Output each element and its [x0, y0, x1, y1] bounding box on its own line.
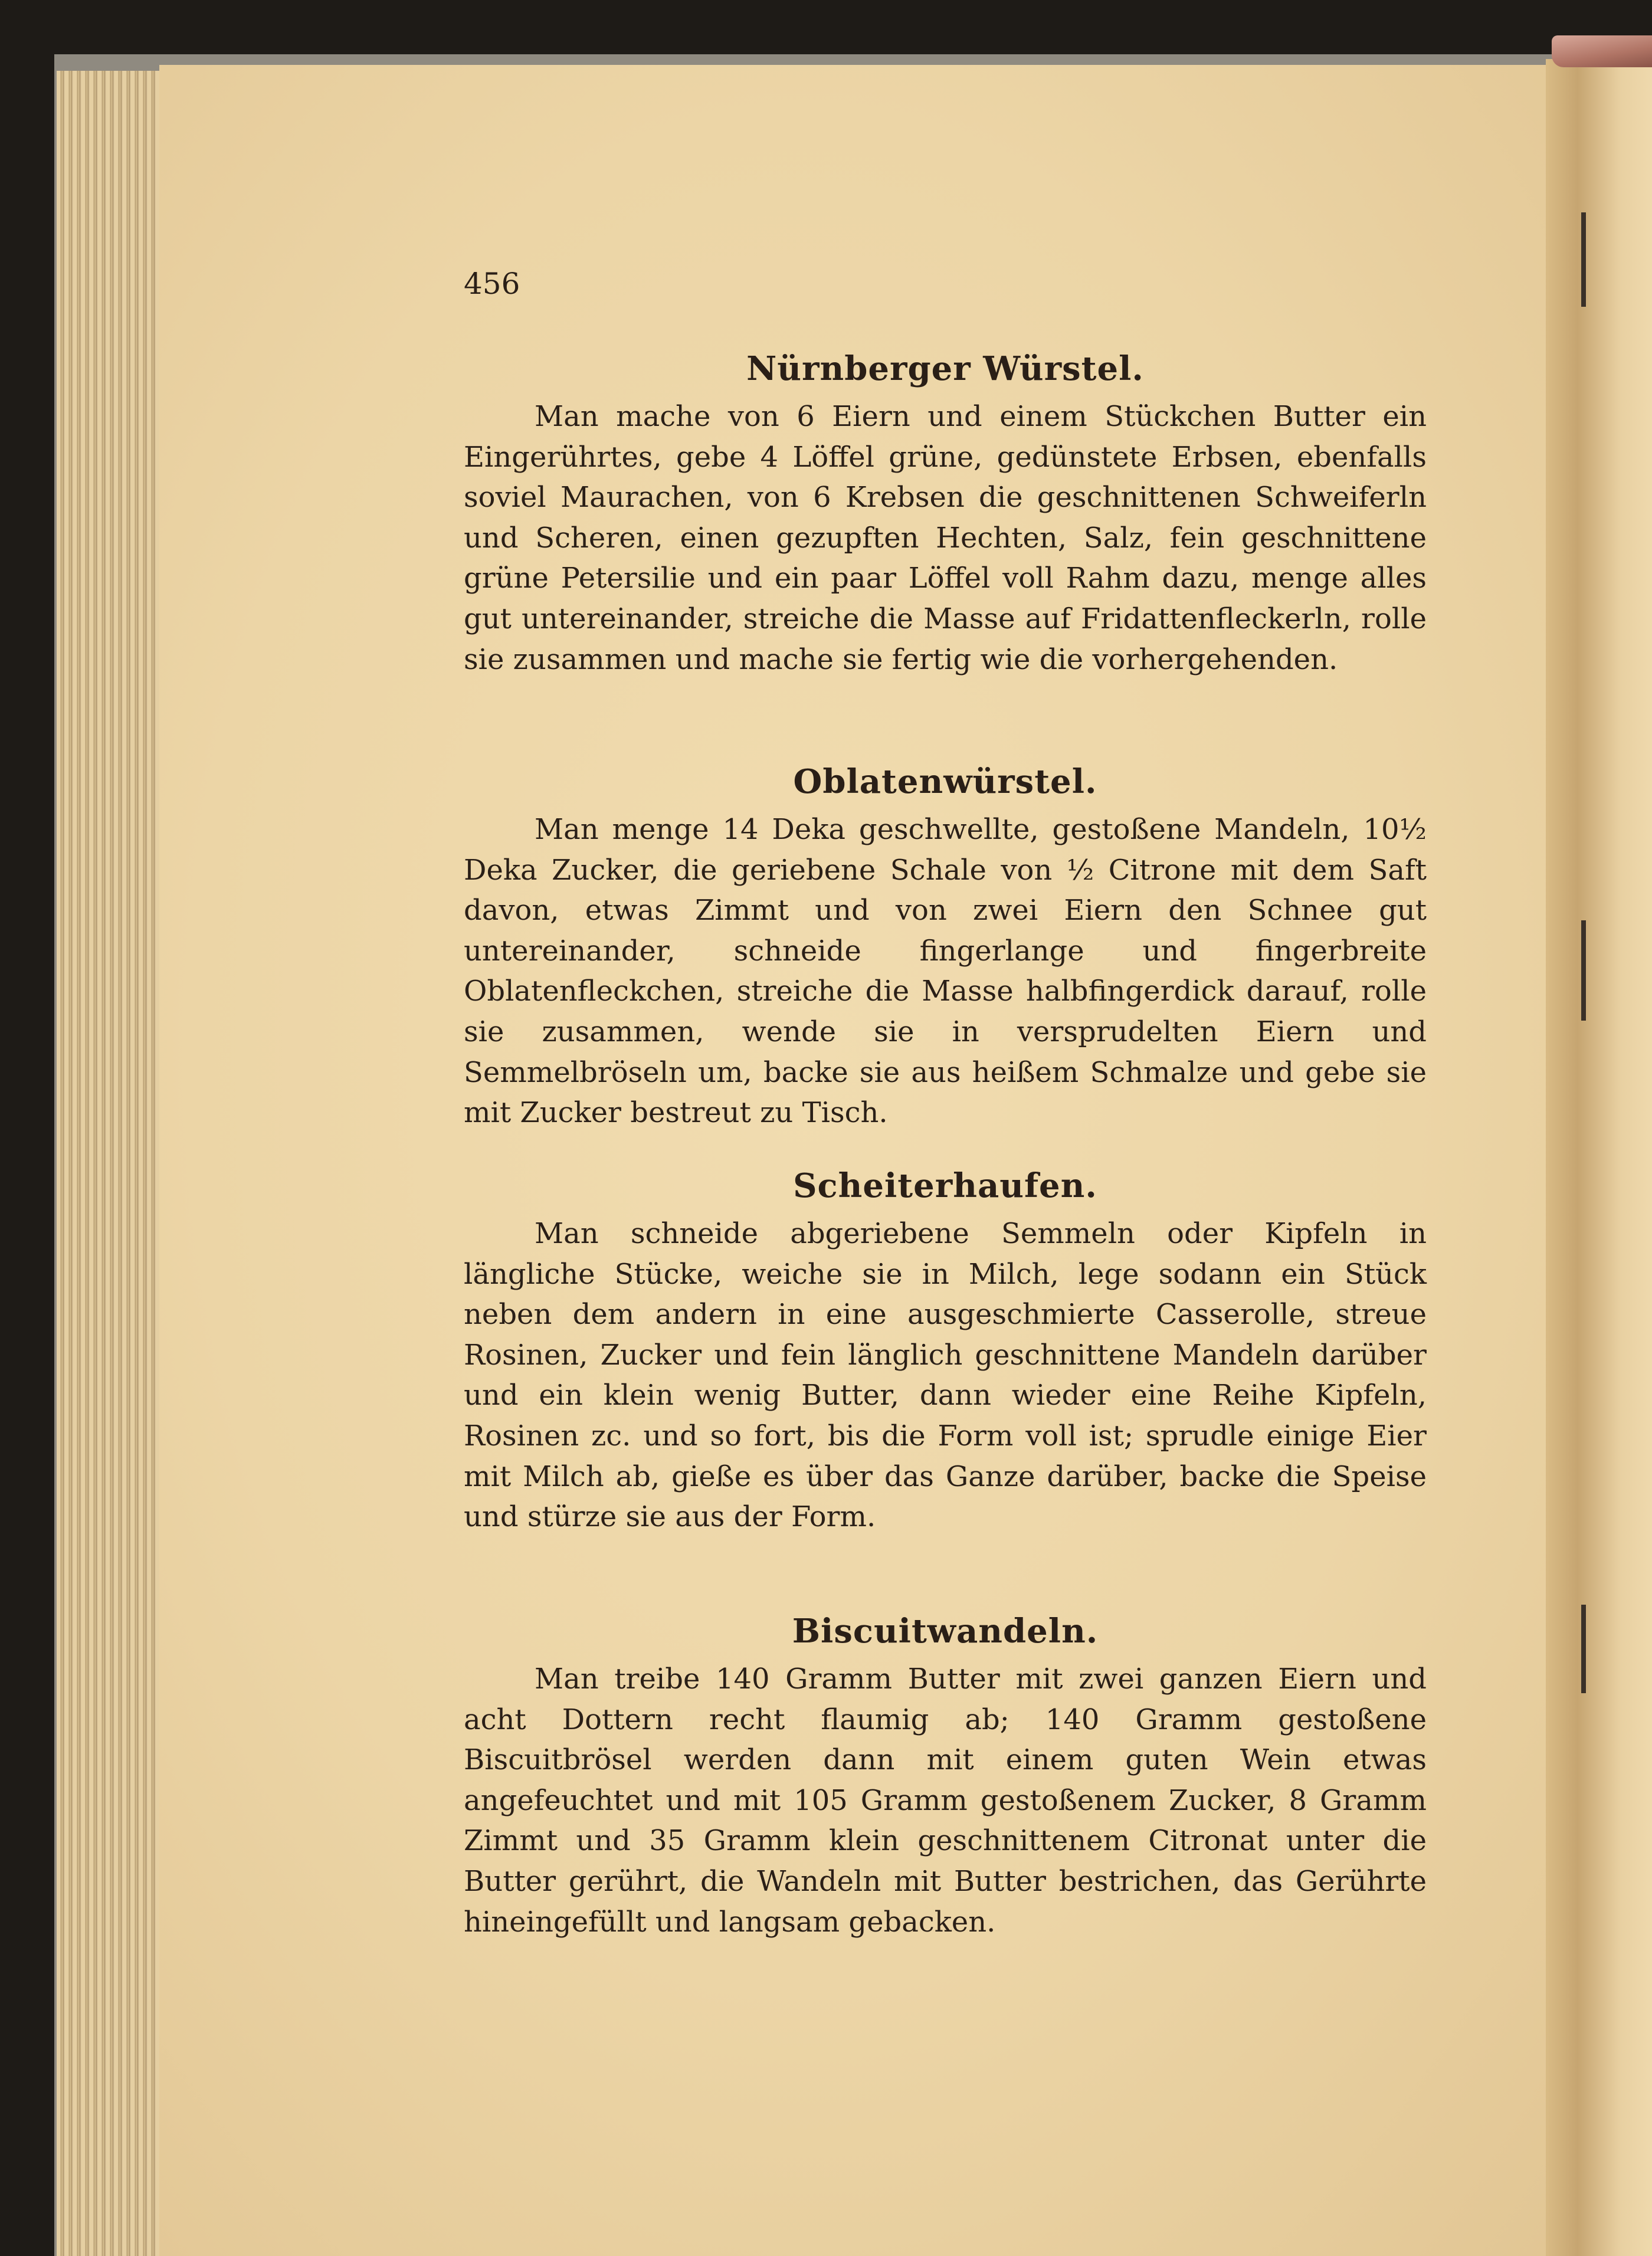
recipe-text: Man treibe 140 Gramm Butter mit zwei ganzen Eiern und acht Dottern recht flaumig ab; 140 Gramm gestoßene Biscuitbrösel werden dann mit einem guten Wein etwas angefeuchtet und mit 105 Gramm gestoßenem Zucker, 8 Gramm Zimmt und 35 Gramm klein geschnittenem Citronat unter die Butter gerührt, die Wandeln mit Butter bestrichen, das Gerührte hineingefüllt und langsam gebacken.	[464, 1663, 1427, 1939]
gutter-shadow	[1581, 920, 1586, 1021]
recipe-title: Nürnberger Würstel.	[746, 349, 1144, 388]
recipe-nuernberger-wuerstel	[464, 348, 1427, 680]
recipe-text: Man menge 14 Deka geschwellte, gestoßene Mandeln, 10½ Deka Zucker, die geriebene Schale von ½ Citrone mit dem Saft davon, etwas Zimmt und von zwei Eiern den Schnee gut untereinander, schneide fingerlange und fingerbreite Oblatenfleckchen, streiche die Masse halbfingerdick darauf, rolle sie zusammen, wende sie in versprudelten Eiern und Semmelbröseln um, backe sie aus heißem Schmalze und gebe sie mit Zucker bestreut zu Tisch.	[464, 813, 1427, 1130]
recipe-title: Oblatenwürstel.	[793, 762, 1097, 801]
gutter-shadow	[1581, 212, 1586, 307]
book-gutter	[1546, 59, 1652, 2256]
recipe-title: Scheiterhaufen.	[793, 1166, 1097, 1205]
recipe-text: Man mache von 6 Eiern und einem Stückchen Butter ein Eingerührtes, gebe 4 Löffel grüne, gedünstete Erbsen, ebenfalls soviel Maurachen, von 6 Krebsen die geschnittenen Schweiferln und Scheren, einen gezupften Hechten, Salz, fein geschnittene grüne Petersilie und ein paar Löffel voll Rahm dazu, menge alles gut untereinander, streiche die Masse auf Fridattenfleckerln, rolle sie zusammen und mache sie fertig wie die vorhergehenden.	[464, 400, 1427, 676]
page-number: 456	[464, 267, 520, 301]
recipe-text: Man schneide abgeriebene Semmeln oder Kipfeln in längliche Stücke, weiche sie in Milch, lege sodann ein Stück neben dem andern in eine ausgeschmierte Casserolle, streue Rosinen, Zucker und fein länglich geschnittene Mandeln darüber und ein klein wenig Butter, dann wieder eine Reihe Kipfeln, Rosinen zc. und so fort, bis die Form voll ist; sprudle einige Eier mit Milch ab, gieße es über das Ganze darüber, backe die Speise und stürze sie aus der Form.	[464, 1217, 1427, 1534]
bookmark-ribbon	[1552, 35, 1652, 67]
recipe-title: Biscuitwandeln.	[792, 1612, 1099, 1651]
recipe-oblatenwuerstel	[464, 761, 1427, 1133]
recipe-scheiterhaufen	[464, 1165, 1427, 1537]
recipe-biscuitwandeln	[464, 1611, 1427, 1942]
gutter-shadow	[1581, 1605, 1586, 1693]
